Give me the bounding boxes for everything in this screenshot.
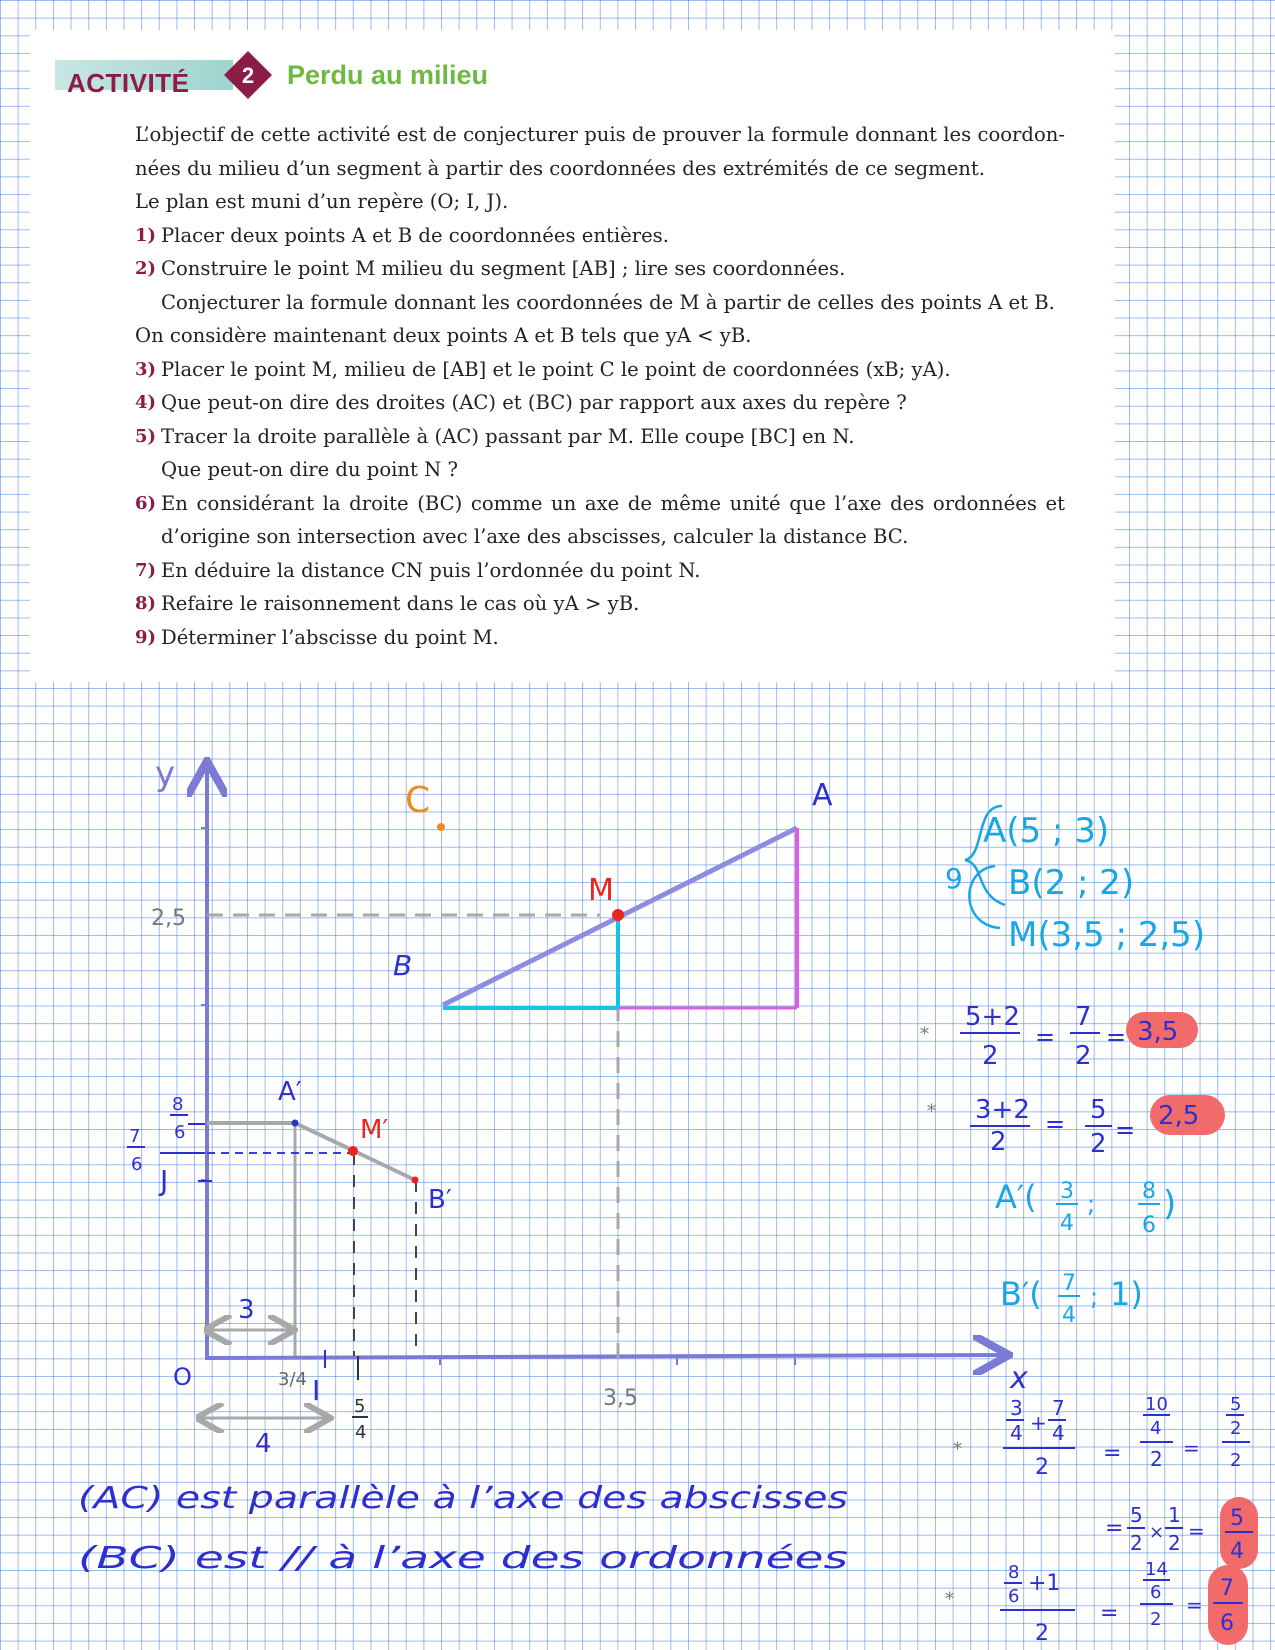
question-text: Que peut-on dire des droites (AC) et (BC) par rapport aux axes du repère ? bbox=[161, 391, 907, 414]
note-coord-A: A(5 ; 3) bbox=[983, 811, 1110, 851]
calc3-c: 7 bbox=[1052, 1396, 1065, 1420]
calc3-result-den: 4 bbox=[1230, 1539, 1244, 1564]
label-M: M bbox=[588, 873, 614, 908]
point-M2 bbox=[348, 1146, 358, 1156]
question-number: 4) bbox=[135, 392, 157, 413]
sentence-AC: (AC) est parallèle à l’axe des abscisses bbox=[78, 1481, 848, 1516]
question-number: 6) bbox=[135, 492, 157, 514]
note-coord-B: B(2 ; 2) bbox=[1008, 863, 1135, 903]
intro-paragraph: L’objectif de cette activité est de conjecturer puis de prouver la formule donnant les coordon-nées du milieu d’un segment à partir des coordonnées des extrémités de ce segment. bbox=[135, 123, 1065, 180]
frac-5: 5 bbox=[354, 1396, 366, 1417]
frac-7: 7 bbox=[129, 1126, 141, 1147]
calc3-m1: 10 bbox=[1145, 1394, 1168, 1415]
activity-badge-label: ACTIVITÉ bbox=[67, 68, 190, 98]
point-C bbox=[437, 823, 445, 831]
note-A2-sep: ; bbox=[1087, 1190, 1096, 1218]
y-axis-label: y bbox=[155, 754, 176, 794]
question-text: En déduire la distance CN puis l’ordonnée du point N. bbox=[161, 558, 701, 582]
label-J: J bbox=[160, 1164, 169, 1197]
calc4-m1: 14 bbox=[1145, 1559, 1168, 1580]
calc3-r2: 2 bbox=[1230, 1418, 1242, 1439]
note-A2-y-den: 6 bbox=[1142, 1213, 1156, 1238]
bullet-star-2: * bbox=[927, 1101, 936, 1122]
calc3-eq2: = bbox=[1183, 1436, 1200, 1460]
calc4-a: 8 bbox=[1008, 1562, 1020, 1583]
calc3-a: 3 bbox=[1010, 1396, 1023, 1420]
x-tick-3-4: 3/4 bbox=[278, 1369, 307, 1390]
calc4-eq1: = bbox=[1100, 1601, 1119, 1626]
question-text: Refaire le raisonnement dans le cas où yA > yB. bbox=[161, 592, 640, 615]
calc3-line2-eq2: = bbox=[1188, 1519, 1205, 1543]
calc1-eq1: = bbox=[1035, 1023, 1056, 1051]
calc2-den: 2 bbox=[990, 1127, 1007, 1157]
note-A2-close: ) bbox=[1163, 1184, 1177, 1224]
question-number: 5) bbox=[135, 425, 157, 447]
activity-title: Perdu au milieu bbox=[287, 60, 489, 90]
question-text: En considérant la droite (BC) comme un axe de même unité que l’axe des ordonnées et d’origine son intersection avec l’axe des abscisses, calculer la distance BC. bbox=[161, 491, 1065, 548]
calc2-mid-den: 2 bbox=[1090, 1129, 1107, 1159]
label-C: C bbox=[405, 780, 431, 821]
calc4-eq2: = bbox=[1186, 1593, 1203, 1617]
point-M bbox=[612, 909, 624, 921]
question-number: 2) bbox=[135, 258, 157, 279]
calc4-result-den: 6 bbox=[1220, 1611, 1234, 1636]
calc3-line2-eq: = bbox=[1105, 1516, 1124, 1541]
note-B2-y: 1) bbox=[1110, 1275, 1143, 1313]
note-A2-coord: A′( bbox=[995, 1178, 1037, 1216]
calc2-mid-num: 5 bbox=[1090, 1095, 1107, 1125]
calc1-eq2: = bbox=[1106, 1023, 1127, 1051]
calc3-line2-a: 5 bbox=[1130, 1503, 1143, 1527]
calc3-result-num: 5 bbox=[1230, 1506, 1244, 1531]
calc3-line2-b: 2 bbox=[1130, 1531, 1143, 1555]
note-arrow bbox=[969, 866, 1000, 928]
note-B2-x-num: 7 bbox=[1062, 1271, 1076, 1296]
calc4-m2: 6 bbox=[1150, 1582, 1162, 1603]
calc3-plus: + bbox=[1030, 1411, 1047, 1435]
calc3-line2-c: 1 bbox=[1168, 1503, 1181, 1527]
note-coord-M: M(3,5 ; 2,5) bbox=[1008, 915, 1206, 955]
x-axis-label: x bbox=[1010, 1361, 1028, 1396]
question-number: 3) bbox=[135, 358, 157, 380]
calc3-line2-times: × bbox=[1149, 1522, 1165, 1543]
bullet-star-3: * bbox=[953, 1439, 962, 1460]
question-number: 9) bbox=[135, 626, 157, 648]
calc3-d: 4 bbox=[1052, 1421, 1065, 1445]
label-M2: M′ bbox=[360, 1115, 389, 1145]
point-B2 bbox=[412, 1177, 419, 1184]
y-tick-2-5: 2,5 bbox=[151, 906, 186, 931]
calc4-b: 6 bbox=[1008, 1586, 1020, 1607]
note-B2-x-den: 4 bbox=[1062, 1303, 1076, 1328]
label-A2: A′ bbox=[278, 1077, 302, 1107]
arrow-3-label: 3 bbox=[238, 1295, 255, 1325]
calc3-r3: 2 bbox=[1230, 1450, 1242, 1471]
calc1-num: 5+2 bbox=[965, 1002, 1020, 1032]
label-B: B bbox=[393, 949, 413, 982]
arrow-4-label: 4 bbox=[255, 1429, 272, 1459]
question-text: Placer deux points A et B de coordonnées entières. bbox=[161, 223, 669, 247]
label-A: A bbox=[812, 778, 833, 813]
origin-label: O bbox=[173, 1363, 192, 1391]
calc3-eq1: = bbox=[1103, 1441, 1122, 1466]
frac-6: 6 bbox=[174, 1122, 186, 1143]
calc3-r1: 5 bbox=[1230, 1394, 1242, 1415]
calc4-result-num: 7 bbox=[1220, 1576, 1234, 1601]
question-text: Tracer la droite parallèle à (AC) passant par M. Elle coupe [BC] en N. bbox=[161, 424, 855, 448]
calc3-den: 2 bbox=[1035, 1455, 1049, 1480]
calc1-result: 3,5 bbox=[1137, 1017, 1179, 1047]
note-A2-y-num: 8 bbox=[1142, 1179, 1156, 1204]
point-A2 bbox=[292, 1120, 299, 1127]
x-axis bbox=[207, 1355, 1005, 1358]
calc3-line2-d: 2 bbox=[1168, 1531, 1181, 1555]
question-text: Construire le point M milieu du segment [AB] ; lire ses coordonnées. bbox=[161, 257, 846, 280]
sentence-BC: (BC) est // à l’axe des ordonnées bbox=[78, 1541, 848, 1576]
x-tick-3-5: 3,5 bbox=[603, 1386, 638, 1411]
label-I: I bbox=[312, 1374, 321, 1407]
bullet-star-1: * bbox=[920, 1024, 929, 1045]
note-B2-sep: ; bbox=[1090, 1283, 1099, 1311]
question-text: Placer le point M, milieu de [AB] et le point C le point de coordonnées (xB; yA). bbox=[161, 357, 951, 381]
calc4-m3: 2 bbox=[1150, 1609, 1162, 1630]
calc1-den: 2 bbox=[982, 1041, 999, 1071]
intro-frame: Le plan est muni d’un repère (O; I, J). bbox=[135, 190, 509, 213]
calc2-eq1: = bbox=[1045, 1110, 1066, 1138]
note-B2-coord: B′( bbox=[1000, 1275, 1042, 1313]
label-B2: B′ bbox=[428, 1185, 452, 1215]
note-A2-x-den: 4 bbox=[1060, 1211, 1074, 1236]
activity-number: 2 bbox=[241, 63, 255, 88]
calc1-mid-den: 2 bbox=[1075, 1041, 1092, 1071]
question-2-continued: Conjecturer la formule donnant les coordonnées de M à partir de celles des points A et B. bbox=[161, 290, 1055, 314]
frac-8: 8 bbox=[172, 1094, 184, 1115]
calc3-b: 4 bbox=[1010, 1421, 1023, 1445]
frac-4: 4 bbox=[355, 1422, 367, 1443]
calc3-m2: 4 bbox=[1150, 1418, 1162, 1439]
calc2-eq2: = bbox=[1115, 1116, 1136, 1144]
calc4-den: 2 bbox=[1035, 1621, 1049, 1646]
question-number: 8) bbox=[135, 593, 157, 614]
calc3-m3: 2 bbox=[1150, 1447, 1163, 1471]
note-q9-mark: 9 bbox=[945, 862, 963, 895]
question-number: 1) bbox=[135, 224, 157, 246]
calc2-num: 3+2 bbox=[975, 1095, 1030, 1125]
calc2-result: 2,5 bbox=[1158, 1101, 1200, 1131]
bullet-star-4: * bbox=[945, 1589, 954, 1610]
transition-text: On considère maintenant deux points A et B tels que yA < yB. bbox=[135, 324, 752, 347]
question-number: 7) bbox=[135, 559, 157, 581]
question-text: Déterminer l’abscisse du point M. bbox=[161, 625, 499, 649]
question-5-continued: Que peut-on dire du point N ? bbox=[161, 458, 458, 481]
frac-6b: 6 bbox=[131, 1154, 143, 1175]
calc1-mid-num: 7 bbox=[1075, 1002, 1092, 1032]
note-A2-x-num: 3 bbox=[1060, 1179, 1074, 1204]
calc4-plus: +1 bbox=[1028, 1571, 1061, 1596]
